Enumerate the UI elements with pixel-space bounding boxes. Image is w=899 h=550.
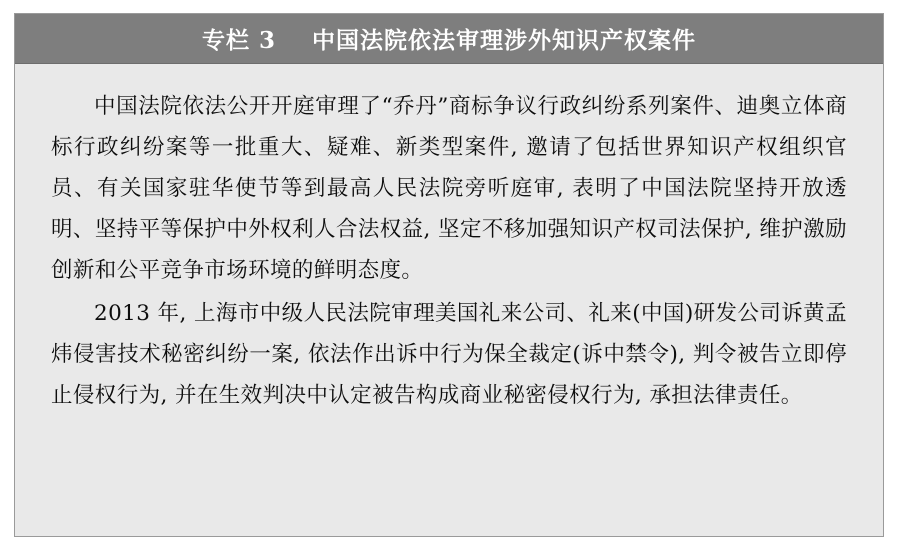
paragraph-1: 中国法院依法公开开庭审理了“乔丹”商标争议行政纠纷系列案件、迪奥立体商标行政纠纷案等一批重大、疑难、新类型案件, 邀请了包括世界知识产权组织官员、有关国家驻华使节等到最高人民法院旁听庭审, 表明了中国法院坚持开放透明、坚持平等保护中外权利人合法权益, 坚定不移加强知识产权司法保护, 维护激励创新和公平竞争市场环境的鲜明态度。	[51, 94, 847, 283]
callout-box-header	[15, 14, 883, 64]
paragraph-2: 2013 年, 上海市中级人民法院审理美国礼来公司、礼来(中国)研发公司诉黄孟炜侵害技术秘密纠纷一案, 依法作出诉中行为保全裁定(诉中禁令), 判令被告立即停止侵权行为, 并在生效判决中认定被告构成商业秘密侵权行为, 承担法律责任。	[51, 301, 847, 408]
callout-box-body	[15, 64, 883, 428]
callout-box	[14, 13, 884, 537]
callout-box-title: 专栏 3 中国法院依法审理涉外知识产权案件	[201, 27, 697, 54]
